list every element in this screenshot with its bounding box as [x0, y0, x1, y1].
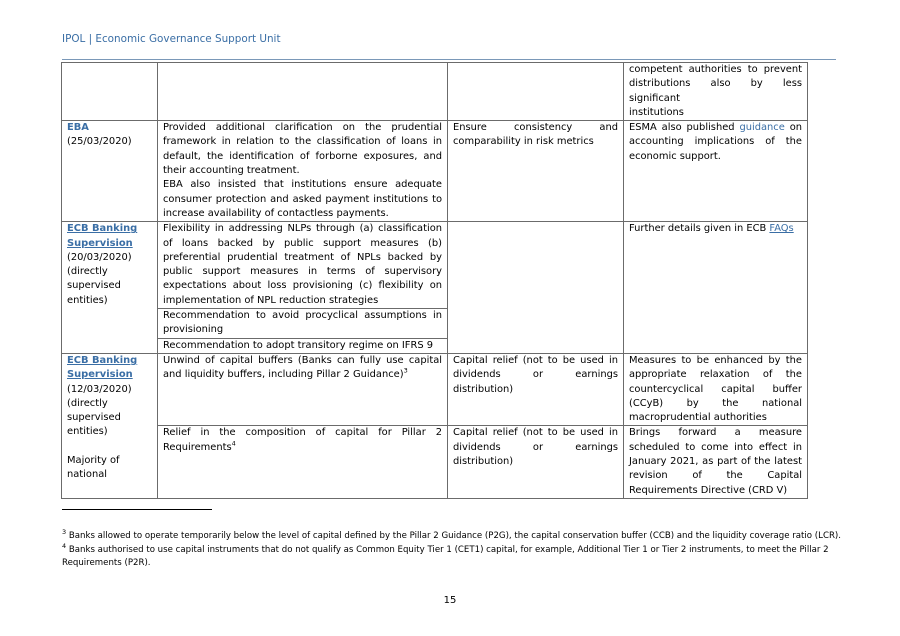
measure-cell	[158, 309, 448, 339]
table-cell	[62, 63, 158, 121]
footnote-ref[interactable]: 4	[231, 439, 236, 448]
comment-cell	[624, 222, 808, 354]
measure-cell	[158, 353, 448, 425]
institution-date: (25/03/2020)	[67, 136, 132, 148]
cell-text: competent authorities to prevent distributions also by less significant	[629, 64, 802, 104]
measure-cell	[158, 426, 448, 498]
institution-note: entities)	[67, 426, 108, 438]
table-row	[62, 353, 808, 425]
institution-cell	[62, 121, 158, 222]
institution-note: national	[67, 469, 108, 481]
institution-note: supervised	[67, 280, 121, 292]
measure-text: Flexibility in addressing NLPs through (a) classification of loans backed by public support measures (b) preferential prudential treatment of NPLs backed by public support measures in terms of supervisory expectations about loss provisioning (c) flexibility on implementation of NPL reduction strategies	[163, 223, 442, 306]
ecb-banking-supervision-link[interactable]: Supervision	[67, 237, 133, 249]
institution-note: entities)	[67, 294, 108, 306]
footnote-ref[interactable]: 3	[403, 366, 408, 375]
objective-cell	[448, 222, 624, 354]
footnote-rule	[62, 509, 212, 510]
footnote	[62, 544, 842, 570]
comment-text: Further details given in ECB	[629, 223, 770, 235]
table-row	[62, 426, 808, 498]
institution-cell	[62, 222, 158, 354]
institution-note: supervised	[67, 412, 121, 424]
objective-cell	[448, 353, 624, 425]
institution-name: EBA	[67, 122, 89, 134]
ecb-banking-supervision-link[interactable]: ECB Banking	[67, 354, 138, 366]
comment-text: ESMA also published	[629, 122, 740, 134]
comment-cell	[624, 121, 808, 222]
table-cell	[624, 63, 808, 121]
comment-text: Measures to be enhanced by the appropriate relaxation of the countercyclical capital buffer (CCyB) by the national macroprudential authorities	[629, 354, 802, 424]
measure-cell	[158, 222, 448, 309]
measure-cell	[158, 121, 448, 222]
comment-text: Brings forward a measure scheduled to come into effect in January 2021, as part of the latest revision of the Capital Requirements Directive (CRD V)	[629, 427, 802, 496]
measure-text: Recommendation to adopt transitory regime on IFRS 9	[163, 339, 434, 351]
objective-text: Capital relief (not to be used in dividends or earnings distribution)	[453, 354, 618, 395]
footnotes	[62, 530, 842, 572]
measure-text: Unwind of capital buffers (Banks can fully use capital and liquidity buffers, including Pillar 2 Guidance)	[163, 354, 442, 381]
institution-date: (20/03/2020)	[67, 251, 132, 263]
guidance-link[interactable]: guidance	[739, 122, 785, 134]
comment-cell	[624, 426, 808, 498]
measures-table	[61, 62, 808, 499]
objective-cell	[448, 121, 624, 222]
table-row	[62, 121, 808, 222]
table-cell	[448, 63, 624, 121]
measure-text: Relief in the composition of capital for Pillar 2 Requirements	[163, 427, 442, 453]
page-number: 15	[443, 595, 457, 606]
spacer	[67, 440, 152, 454]
header-rule	[62, 59, 836, 60]
comment-text: on accounting implications of the economic support.	[629, 122, 802, 162]
institution-note: Majority of	[67, 454, 120, 466]
footnote-number: 4	[62, 542, 67, 551]
objective-text: Capital relief (not to be used in dividends or earnings distribution)	[453, 427, 618, 468]
institution-note: (directly	[67, 266, 108, 278]
objective-text: Ensure consistency and comparability in risk metrics	[453, 122, 618, 148]
document-header: IPOL | Economic Governance Support Unit	[62, 33, 281, 45]
faqs-link[interactable]: FAQs	[769, 223, 794, 235]
footnote-number: 3	[62, 528, 67, 537]
table-row	[62, 222, 808, 309]
measure-cell	[158, 338, 448, 353]
ecb-banking-supervision-link[interactable]: Supervision	[67, 369, 133, 381]
footnote-text: Banks authorised to use capital instruments that do not qualify as Common Equity Tier 1 (CET1) capital, for example, Additional Tier 1 or Tier 2 instruments, to meet the Pillar 2 Requirements (P2R).	[62, 545, 829, 569]
footnote-text: Banks allowed to operate temporarily below the level of capital defined by the Pillar 2 Guidance (P2G), the capital conservation buffer (CCB) and the liquidity coverage ratio (LCR).	[68, 531, 841, 541]
table-cell	[158, 63, 448, 121]
institution-date: (12/03/2020)	[67, 383, 132, 395]
footnote	[62, 530, 842, 543]
measure-text: Provided additional clarification on the prudential framework in relation to the classification of loans in default, the identification of forborne exposures, and their accounting treatment.	[163, 122, 442, 177]
measure-text: Recommendation to avoid procyclical assumptions in provisioning	[163, 310, 442, 336]
measure-text: EBA also insisted that institutions ensure adequate consumer protection and asked payment institutions to increase availability of contactless payments.	[163, 179, 442, 219]
institution-cell	[62, 353, 158, 498]
table-row	[62, 63, 808, 121]
ecb-banking-supervision-link[interactable]: ECB Banking	[67, 223, 138, 235]
cell-text: institutions	[629, 106, 684, 118]
institution-note: (directly	[67, 397, 108, 409]
comment-cell	[624, 353, 808, 425]
objective-cell	[448, 426, 624, 498]
